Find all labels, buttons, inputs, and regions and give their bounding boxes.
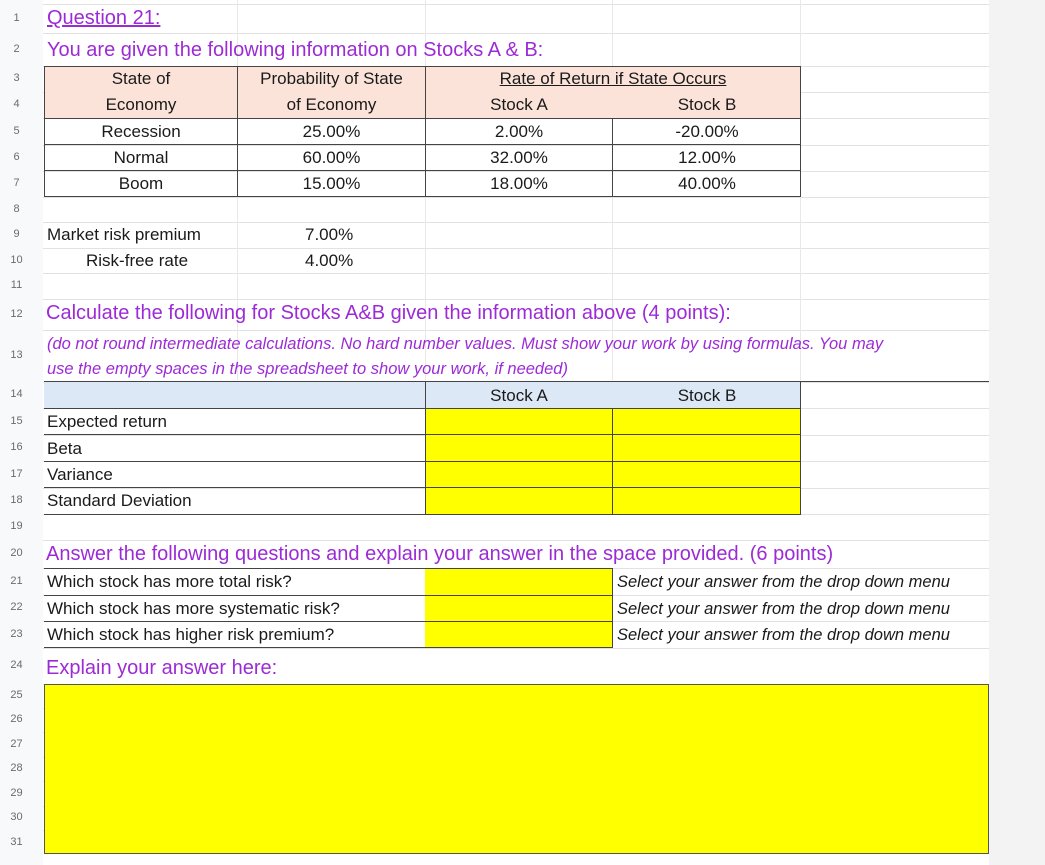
border (44, 144, 801, 145)
row-stock-a[interactable]: 2.00% (494, 122, 544, 141)
row-number[interactable]: 12 (10, 307, 23, 320)
sheet-margin (989, 0, 1045, 865)
row-state[interactable]: Recession (101, 122, 181, 141)
row-stock-b[interactable]: -20.00% (675, 122, 739, 141)
question-item[interactable]: Which stock has higher risk premium? (47, 625, 335, 644)
std-dev-a-input[interactable] (426, 488, 612, 514)
calc-col-a: Stock A (490, 386, 548, 405)
header-stock-a: Stock A (490, 95, 548, 114)
border (44, 514, 801, 515)
border (44, 66, 801, 67)
expected-return-b-input[interactable] (613, 409, 800, 434)
row-number[interactable]: 31 (10, 835, 23, 848)
variance-a-input[interactable] (426, 462, 612, 487)
row-number[interactable]: 5 (13, 124, 20, 137)
border (44, 196, 801, 197)
row-number[interactable]: 8 (13, 202, 20, 215)
dropdown-hint: Select your answer from the drop down menu (617, 626, 950, 644)
calc-col-b: Stock B (677, 386, 737, 405)
border (612, 569, 613, 648)
row-number[interactable]: 21 (10, 574, 23, 587)
gridline (43, 222, 989, 223)
row-stock-a[interactable]: 32.00% (490, 148, 548, 167)
row-number[interactable]: 22 (10, 601, 23, 613)
calc-note-l1: (do not round intermediate calculations. No hard number values. Must show your work by using formulas. You may (47, 335, 884, 353)
border (44, 647, 613, 648)
row-state[interactable]: Normal (113, 148, 169, 167)
dropdown-hint: Select your answer from the drop down menu (617, 600, 950, 618)
row-number[interactable]: 10 (10, 253, 23, 266)
beta-b-input[interactable] (613, 435, 800, 461)
variance-b-input[interactable] (613, 462, 800, 487)
row-number[interactable]: 15 (10, 414, 23, 427)
row-number[interactable]: 24 (10, 659, 23, 671)
row-state[interactable]: Boom (118, 174, 164, 193)
header-stock-b: Stock B (677, 95, 737, 114)
row-number[interactable]: 3 (13, 72, 20, 84)
systematic-risk-dropdown[interactable] (426, 596, 612, 621)
row-number[interactable]: 17 (10, 467, 23, 480)
gridline (43, 33, 989, 34)
gridline (43, 299, 989, 300)
row-number[interactable]: 20 (10, 547, 23, 559)
gridline (43, 171, 989, 172)
row-number[interactable]: 2 (13, 42, 20, 55)
row-number[interactable]: 13 (10, 349, 23, 361)
explanation-textarea[interactable] (44, 684, 989, 854)
calc-row-label[interactable]: Expected return (47, 412, 168, 431)
header-state-l1: State of (111, 69, 171, 88)
question-item[interactable]: Which stock has more total risk? (47, 572, 292, 591)
row-number[interactable]: 19 (10, 520, 23, 532)
row-prob[interactable]: 25.00% (302, 122, 361, 141)
beta-a-input[interactable] (426, 435, 612, 461)
row-number[interactable]: 4 (13, 98, 20, 110)
row-number[interactable]: 7 (13, 177, 20, 189)
gridline (43, 248, 989, 249)
row-number[interactable]: 14 (10, 388, 23, 400)
expected-return-a-input[interactable] (426, 409, 612, 434)
row-number[interactable]: 23 (10, 627, 23, 640)
row-header-column (0, 0, 44, 865)
row-number[interactable]: 18 (10, 494, 23, 506)
mrp-value[interactable]: 7.00% (305, 225, 354, 244)
std-dev-b-input[interactable] (613, 488, 800, 514)
rf-value[interactable]: 4.00% (305, 251, 354, 270)
row-stock-b[interactable]: 12.00% (678, 148, 736, 167)
gridline (43, 330, 989, 331)
total-risk-dropdown[interactable] (426, 569, 612, 595)
border (800, 382, 801, 515)
gridline (43, 145, 989, 146)
border (44, 170, 801, 171)
row-prob[interactable]: 15.00% (302, 174, 361, 193)
row-number[interactable]: 9 (13, 228, 20, 240)
header-rate: Rate of Return if State Occurs (499, 69, 727, 88)
calc-heading: Calculate the following for Stocks A&B given the information above (4 points): (46, 302, 731, 324)
gridline (43, 540, 989, 541)
row-number[interactable]: 25 (10, 689, 23, 701)
header-prob-l1: Probability of State (260, 69, 403, 88)
row-number[interactable]: 28 (10, 762, 23, 774)
row-number[interactable]: 1 (13, 11, 20, 24)
calc-row-label[interactable]: Variance (47, 465, 113, 484)
question-title: Question 21: (47, 7, 161, 29)
row-number[interactable]: 6 (13, 151, 20, 163)
row-number[interactable]: 30 (10, 811, 23, 823)
rf-label[interactable]: Risk-free rate (86, 251, 189, 270)
border (44, 118, 801, 119)
calc-note-l2: use the empty spaces in the spreadsheet to show your work, if needed) (47, 360, 568, 378)
row-number[interactable]: 11 (10, 279, 23, 291)
gridline (43, 197, 989, 198)
dropdown-hint: Select your answer from the drop down menu (617, 573, 950, 591)
row-stock-a[interactable]: 18.00% (490, 174, 548, 193)
gridline (43, 4, 989, 5)
explain-label: Explain your answer here: (46, 657, 278, 679)
risk-premium-dropdown[interactable] (426, 622, 612, 647)
calc-row-label[interactable]: Beta (47, 439, 82, 458)
row-number[interactable]: 26 (10, 713, 23, 725)
gridline (43, 273, 989, 274)
answers-heading: Answer the following questions and explain your answer in the space provided. (6 points) (46, 543, 834, 565)
border (44, 381, 989, 382)
gridline (43, 648, 989, 649)
mrp-label[interactable]: Market risk premium (47, 225, 201, 244)
calc-row-label[interactable]: Standard Deviation (47, 491, 192, 510)
question-item[interactable]: Which stock has more systematic risk? (47, 599, 340, 618)
row-number[interactable]: 16 (10, 441, 23, 453)
question-intro: You are given the following information on Stocks A & B: (47, 39, 544, 61)
row-prob[interactable]: 60.00% (302, 148, 361, 167)
row-number[interactable]: 29 (10, 786, 23, 799)
row-number[interactable]: 27 (10, 737, 23, 750)
header-state-l2: Economy (105, 95, 177, 114)
row-stock-b[interactable]: 40.00% (678, 174, 736, 193)
header-prob-l2: of Economy (286, 95, 377, 114)
